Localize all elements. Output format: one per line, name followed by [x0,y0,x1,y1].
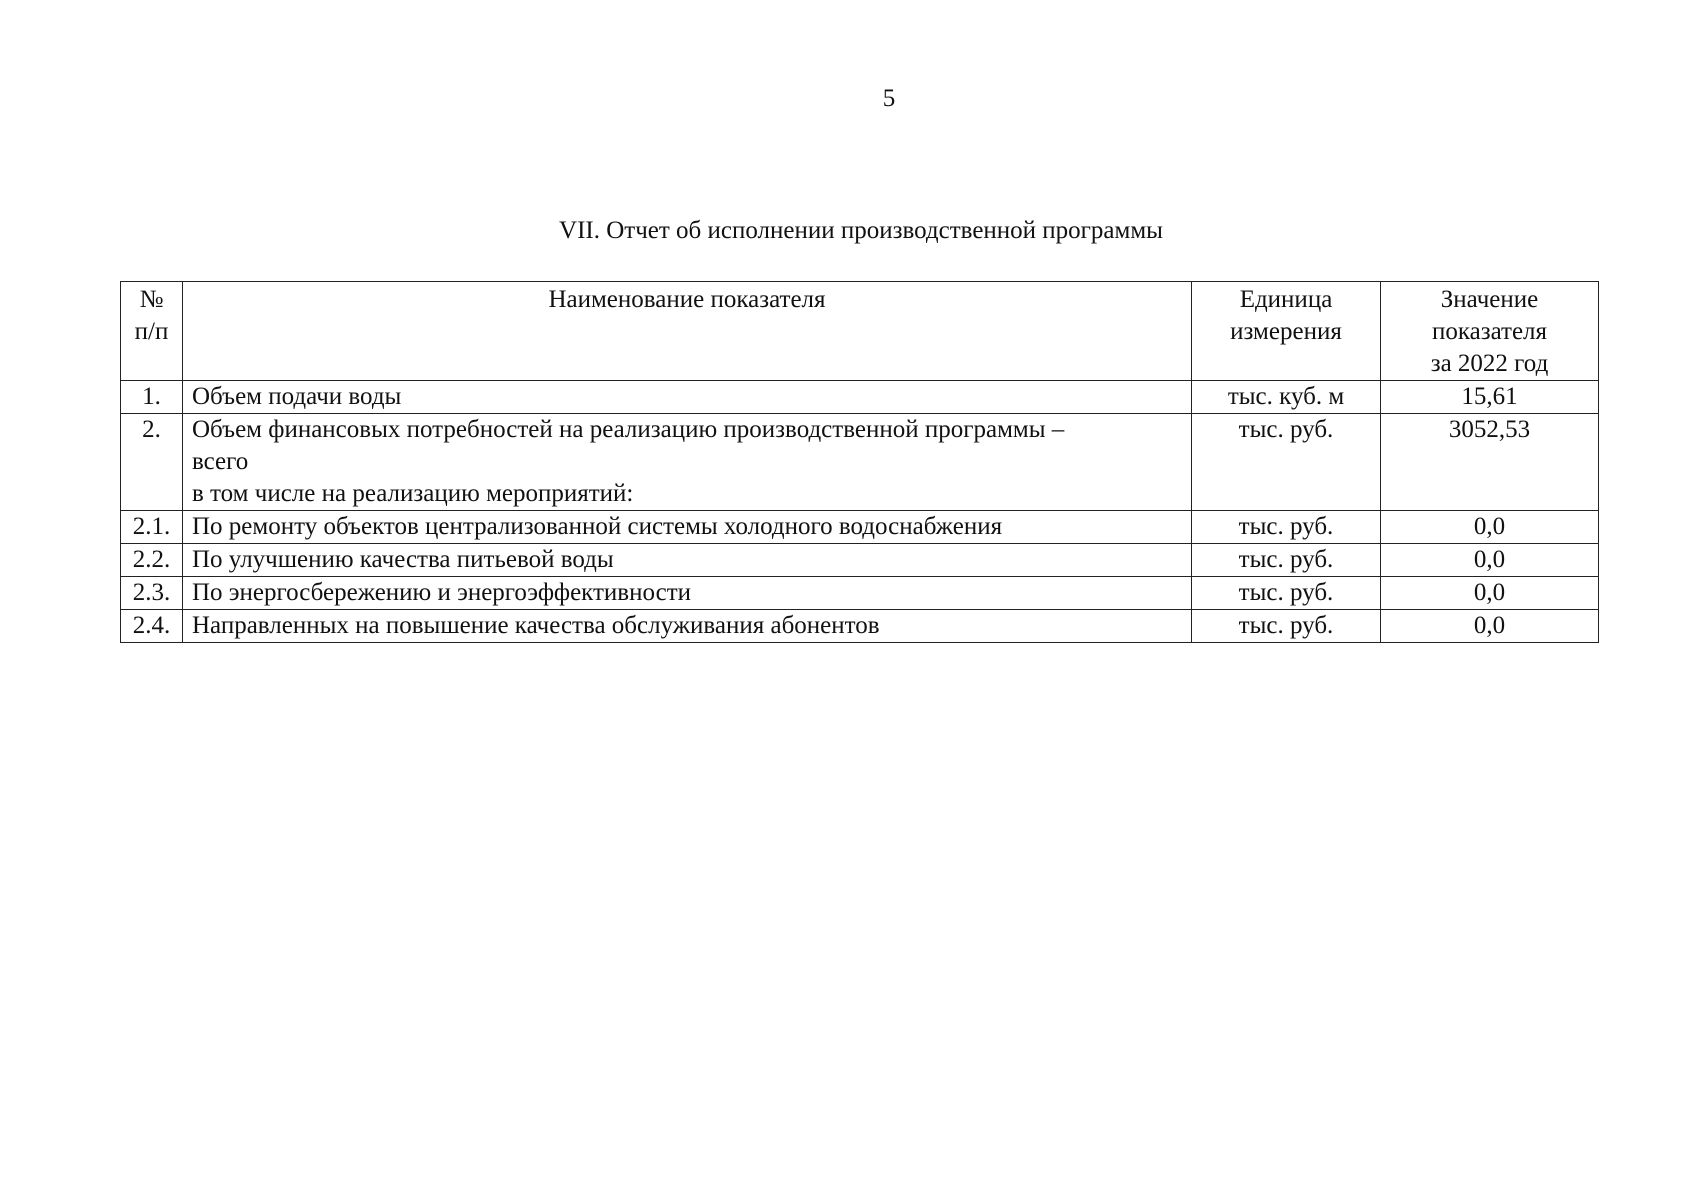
row-indicator-name [183,544,1192,577]
row-indicator-name [183,414,1192,511]
table-row [121,577,1599,610]
header-indicator-name-text: Наименование показателя [548,286,826,313]
row-value: 0,0 [1381,511,1599,544]
row-indicator-name [183,511,1192,544]
row-indicator-name-line: По энергосбережению и энергоэффективности [192,579,691,606]
row-value: 15,61 [1381,381,1599,414]
header-unit [1192,282,1381,381]
section-title: VII. Отчет об исполнении производственной программы [559,217,1163,244]
row-unit: тыс. руб. [1192,544,1381,577]
header-value-line-2: показателя [1431,318,1548,345]
row-indicator-name-line: Объем подачи воды [192,383,402,410]
row-unit: тыс. руб. [1192,414,1381,511]
row-indicator-name-line: По ремонту объектов централизованной системы холодного водоснабжения [192,513,1003,540]
row-indicator-name [183,381,1192,414]
row-indicator-name-line: всего [192,448,249,475]
row-value: 0,0 [1381,577,1599,610]
row-indicator-name-line: Объем финансовых потребностей на реализацию производственной программы – [192,416,1065,443]
row-value: 3052,53 [1381,414,1599,511]
row-indicator-name [183,610,1192,643]
row-number: 2.2. [121,544,183,577]
row-number: 2.4. [121,610,183,643]
table-row [121,511,1599,544]
header-indicator-name [183,282,1192,381]
header-value-line-3: за 2022 год [1430,350,1549,377]
header-number-line-1: № [139,286,164,313]
header-unit-line-2: измерения [1230,318,1342,345]
page-number: 5 [882,85,896,112]
row-unit: тыс. руб. [1192,511,1381,544]
table-row [121,544,1599,577]
row-unit: тыс. руб. [1192,577,1381,610]
header-number-line-2: п/п [134,318,169,345]
row-value: 0,0 [1381,544,1599,577]
row-number: 2. [121,414,183,511]
row-indicator-name [183,577,1192,610]
row-value: 0,0 [1381,610,1599,643]
table-row [121,381,1599,414]
row-indicator-name-line: По улучшению качества питьевой воды [192,546,614,573]
row-number: 2.1. [121,511,183,544]
row-unit: тыс. куб. м [1192,381,1381,414]
production-program-report-table [120,281,1599,643]
header-number [121,282,183,381]
table-row [121,414,1599,511]
header-unit-line-1: Единица [1239,286,1333,313]
row-unit: тыс. руб. [1192,610,1381,643]
header-value [1381,282,1599,381]
table-row [121,610,1599,643]
row-number: 1. [121,381,183,414]
row-number: 2.3. [121,577,183,610]
table-header-row [121,282,1599,381]
header-value-line-1: Значение [1440,286,1539,313]
row-indicator-name-line: Направленных на повышение качества обслуживания абонентов [192,612,880,639]
row-indicator-name-line: в том числе на реализацию мероприятий: [192,480,634,507]
